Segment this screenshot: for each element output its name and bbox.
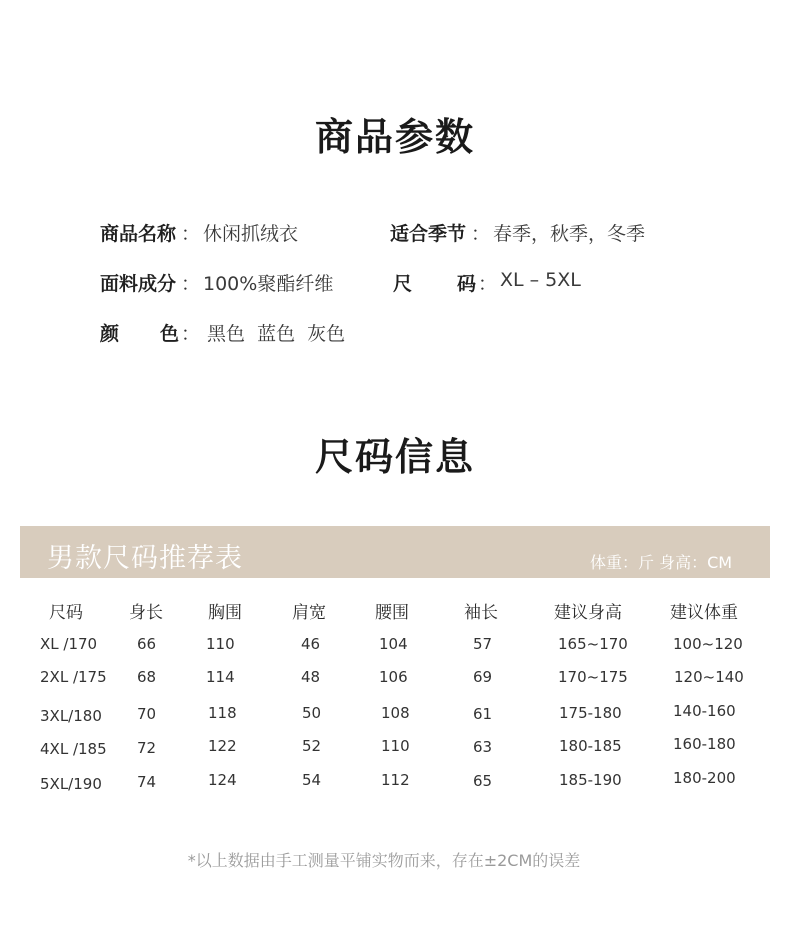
- th-length: 身长: [129, 603, 163, 623]
- th-rec-height: 建议身高: [554, 603, 622, 623]
- table-cell: 54: [302, 771, 322, 789]
- footnote: *以上数据由手工测量平铺实物而来，存在±2CM的误差: [187, 851, 581, 870]
- table-cell: 57: [473, 635, 493, 653]
- param-value-color: 黑色 蓝色 灰色: [207, 323, 346, 345]
- param-value-season: 春季，秋季，冬季: [493, 223, 646, 245]
- param-label-size-b: 码: [457, 273, 477, 295]
- table-cell: 106: [379, 668, 408, 686]
- th-shoulder: 肩宽: [292, 603, 326, 623]
- th-size: 尺码: [49, 603, 83, 623]
- table-cell: 5XL/190: [40, 775, 102, 793]
- table-cell: 110: [381, 737, 410, 755]
- table-cell: 104: [379, 635, 408, 653]
- table-cell: 63: [473, 738, 493, 756]
- size-table-header-band: [20, 526, 770, 578]
- param-label-color-a: 颜: [100, 323, 120, 345]
- th-rec-weight: 建议体重: [670, 603, 738, 623]
- table-cell: 65: [473, 772, 493, 790]
- param-label-size-a: 尺: [393, 273, 413, 295]
- table-cell: 114: [206, 668, 235, 686]
- table-cell: 124: [208, 771, 237, 789]
- table-cell: 170~175: [558, 668, 628, 686]
- param-value-name: 休闲抓绒衣: [203, 223, 299, 245]
- table-cell: 165~170: [558, 635, 628, 653]
- table-cell: 50: [302, 704, 322, 722]
- param-label-fabric: 面料成分: [100, 273, 177, 295]
- params-title: 商品参数: [314, 115, 475, 159]
- param-label-color-b: 色: [160, 323, 180, 345]
- param-label-season: 适合季节: [390, 223, 467, 245]
- table-cell: 4XL /185: [40, 740, 107, 758]
- table-cell: 180-185: [559, 737, 622, 755]
- param-colon: ：: [181, 323, 201, 345]
- table-cell: 118: [208, 704, 237, 722]
- param-colon: ：: [478, 273, 498, 295]
- table-cell: 61: [473, 705, 493, 723]
- table-cell: 112: [381, 771, 410, 789]
- th-chest: 胸围: [208, 603, 242, 623]
- table-cell: 180-200: [673, 769, 736, 787]
- table-cell: 52: [302, 737, 322, 755]
- table-cell: 160-180: [673, 735, 736, 753]
- param-value-fabric: 100%聚酯纤维: [203, 273, 334, 295]
- table-cell: 185-190: [559, 771, 622, 789]
- table-cell: 68: [137, 668, 157, 686]
- table-cell: 66: [137, 635, 157, 653]
- size-info-title: 尺码信息: [314, 435, 475, 479]
- th-waist: 腰围: [375, 603, 409, 623]
- table-cell: 108: [381, 704, 410, 722]
- table-cell: 110: [206, 635, 235, 653]
- table-cell: 46: [301, 635, 321, 653]
- table-cell: 48: [301, 668, 321, 686]
- table-cell: 122: [208, 737, 237, 755]
- table-cell: 70: [137, 705, 157, 723]
- unit-note: 体重：斤 身高：CM: [590, 553, 733, 572]
- table-cell: 3XL/180: [40, 707, 102, 725]
- table-cell: 69: [473, 668, 493, 686]
- table-cell: 72: [137, 739, 157, 757]
- table-cell: 100~120: [673, 635, 743, 653]
- table-cell: 74: [137, 773, 157, 791]
- size-table-title: 男款尺码推荐表: [47, 543, 243, 574]
- param-colon: ：: [181, 223, 201, 245]
- table-cell: 120~140: [674, 668, 744, 686]
- table-cell: XL /170: [40, 635, 98, 653]
- th-sleeve: 袖长: [464, 603, 498, 623]
- table-cell: 140-160: [673, 702, 736, 720]
- param-label-name: 商品名称: [100, 223, 177, 245]
- param-colon: ：: [181, 273, 201, 295]
- param-colon: ：: [471, 223, 491, 245]
- param-value-size: XL – 5XL: [500, 269, 581, 291]
- table-cell: 2XL /175: [40, 668, 107, 686]
- table-cell: 175-180: [559, 704, 622, 722]
